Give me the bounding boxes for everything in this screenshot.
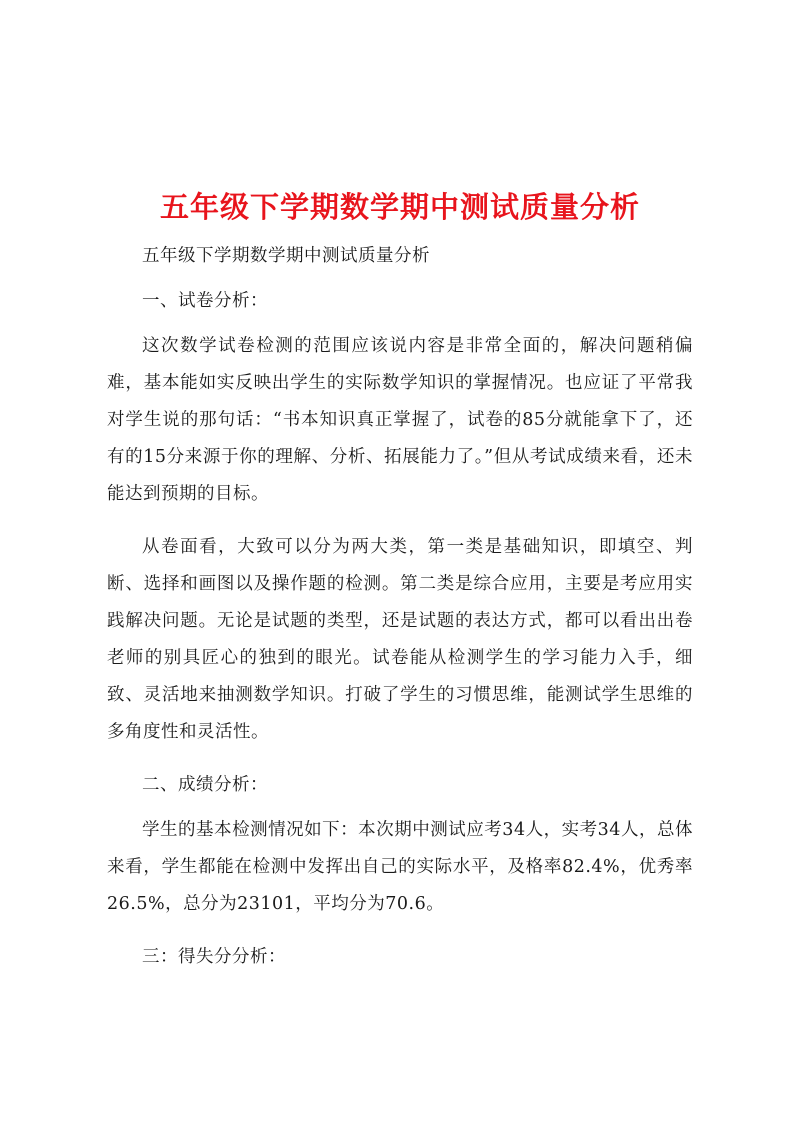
section-heading-score-analysis: 二、成绩分析： <box>142 775 268 795</box>
paragraph-paper-structure: 从卷面看，大致可以分为两大类，第一类是基础知识，即填空、判断、选择和画图以及操作题的检测。第二类是综合应用，主要是考应用实践解决问题。无论是试题的类型，还是试题的表达方式，都可以看出出卷老师的别具匠心的独到的眼光。试卷能从检测学生的学习能力入手，细致、灵活地来抽测数学知识。打破了学生的习惯思维，能测试学生思维的多角度性和灵活性。 <box>107 537 693 742</box>
section-heading-gain-loss-analysis: 三：得失分分析： <box>142 947 286 967</box>
document-subtitle: 五年级下学期数学期中测试质量分析 <box>142 246 430 266</box>
paragraph-paper-scope: 这次数学试卷检测的范围应该说内容是非常全面的，解决问题稍偏难，基本能如实反映出学生的实际数学知识的掌握情况。也应证了平常我对学生说的那句话：“书本知识真正掌握了，试卷的85分就能拿下了，还有的15分来源于你的理解、分析、拓展能力了。”但从考试成绩来看，还未能达到预期的目标。 <box>107 336 693 504</box>
document-body <box>107 238 693 984</box>
paragraph-score-stats: 学生的基本检测情况如下：本次期中测试应考34人，实考34人，总体来看，学生都能在检测中发挥出自己的实际水平，及格率82.4%，优秀率26.5%，总分为23101，平均分为70.6。 <box>107 820 693 914</box>
section-heading-paper-analysis: 一、试卷分析： <box>142 291 268 311</box>
document-title: 五年级下学期数学期中测试质量分析 <box>159 190 640 225</box>
